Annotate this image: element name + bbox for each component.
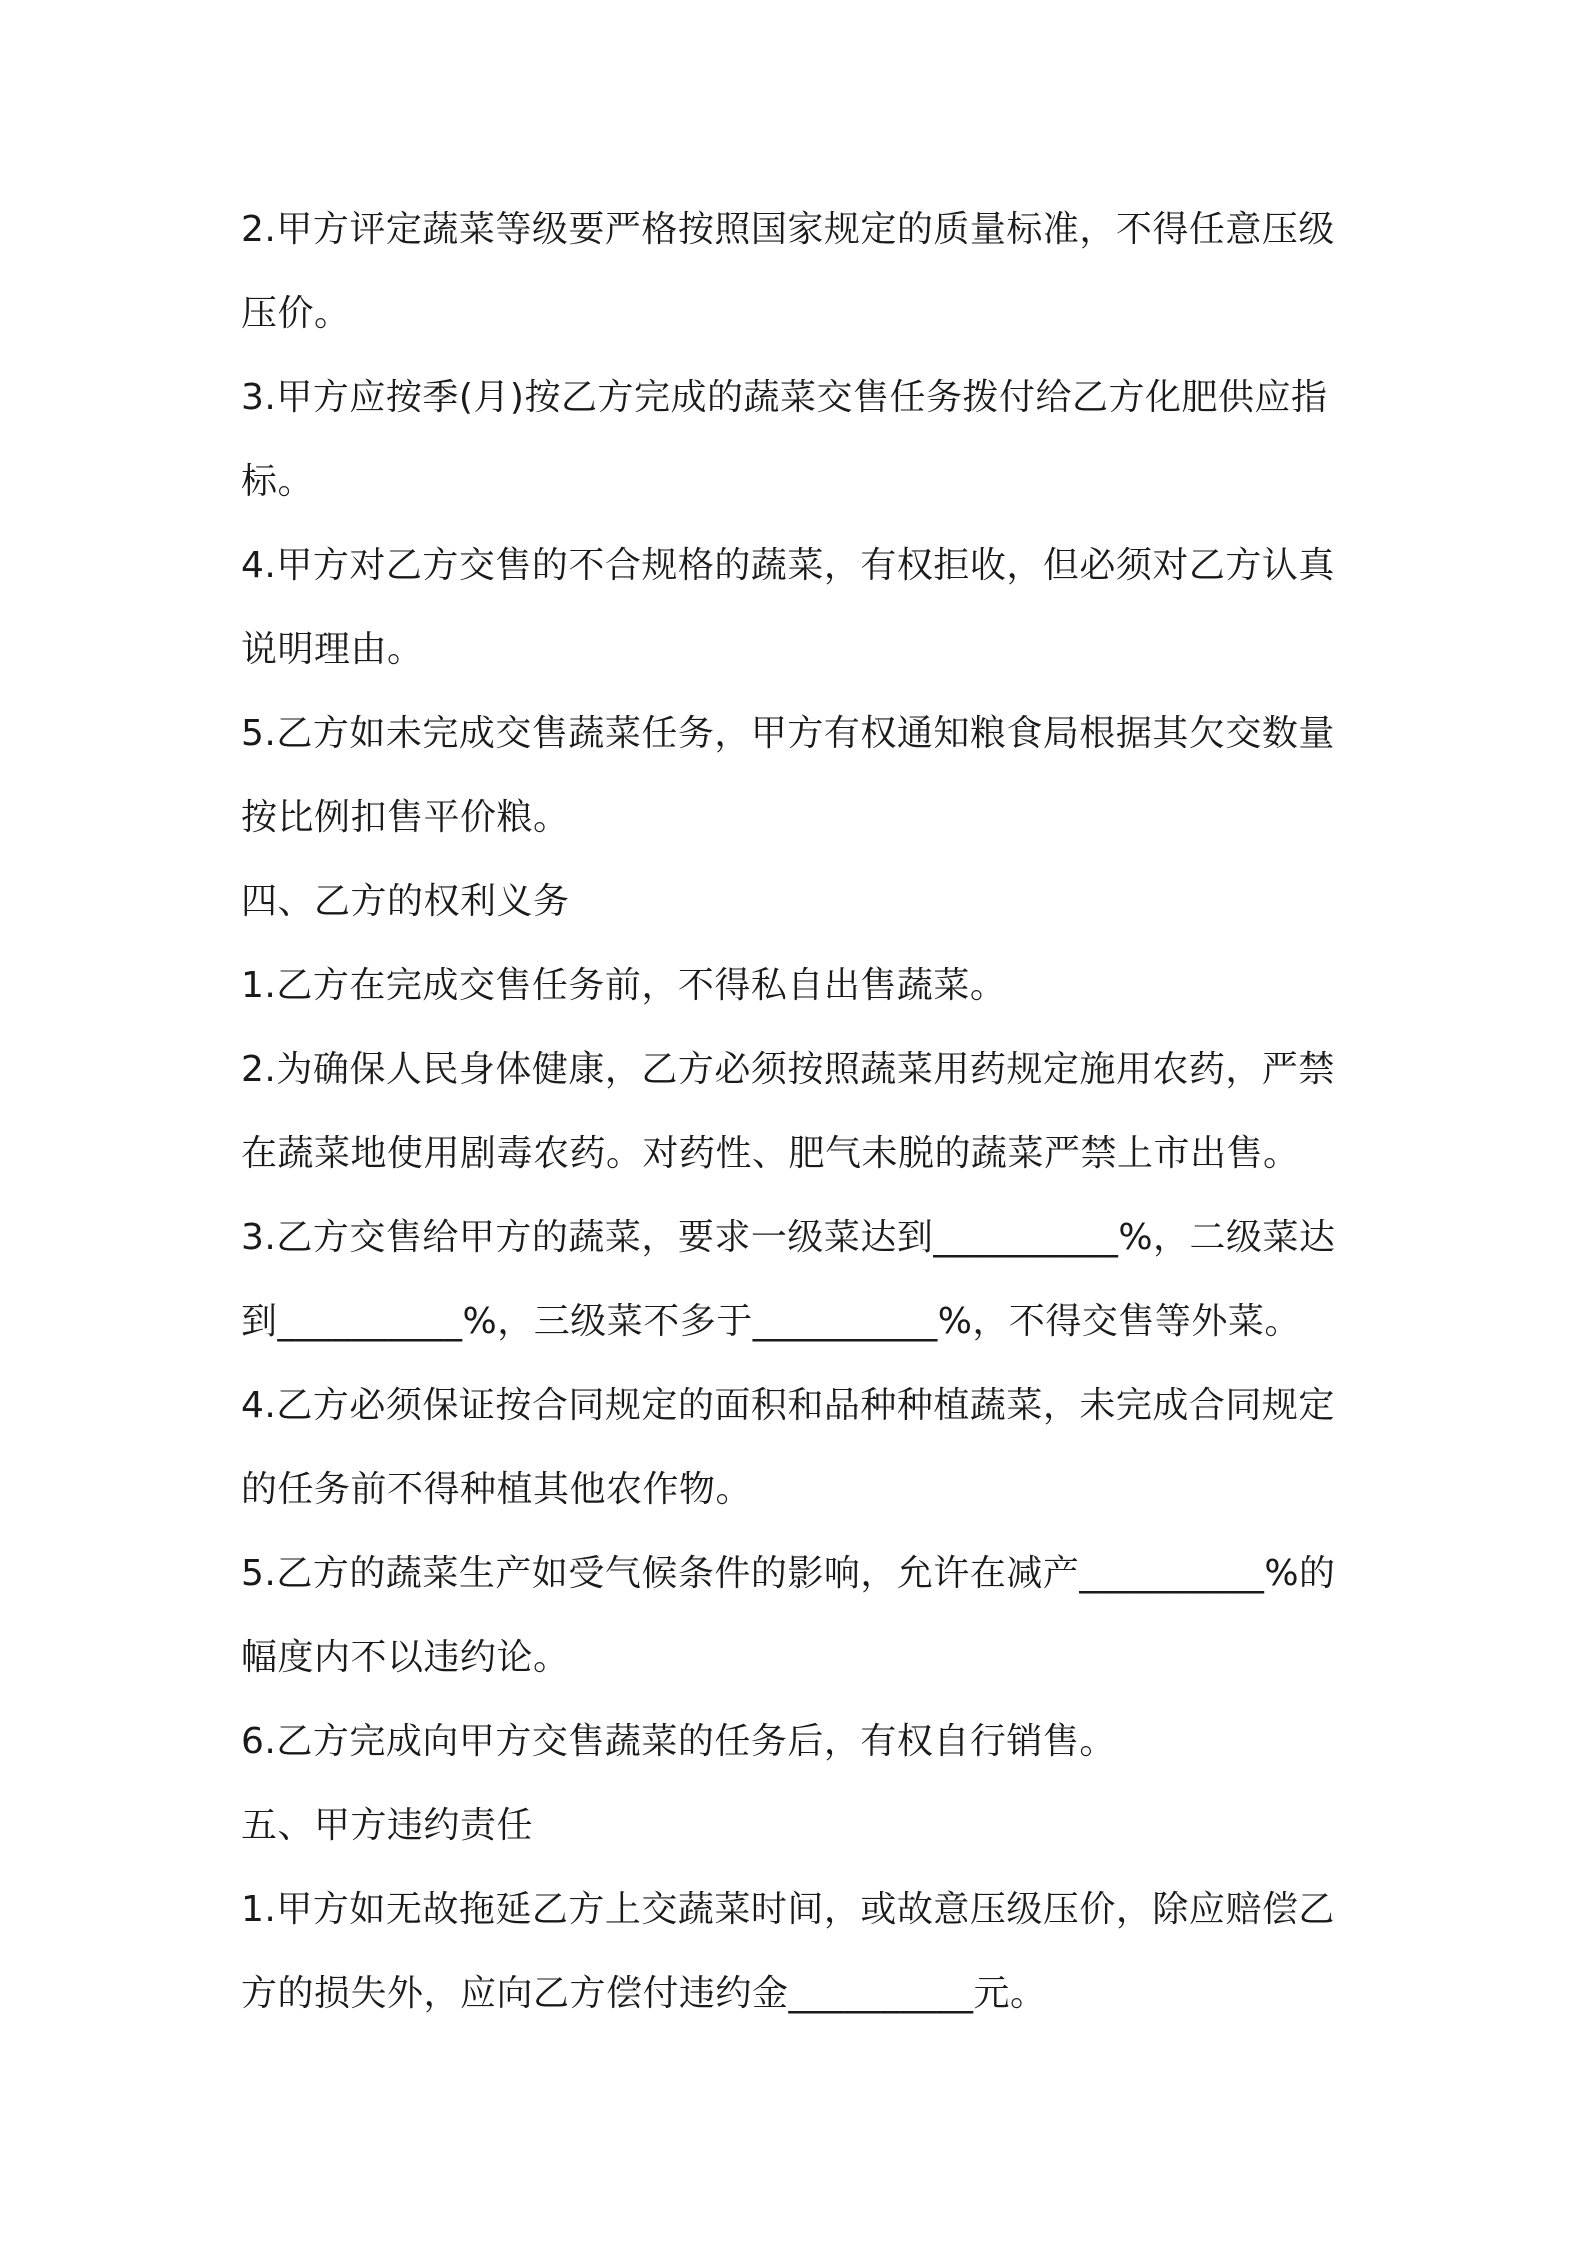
clause-3-5: 5.乙方如未完成交售蔬菜任务，甲方有权通知粮食局根据其欠交数量按比例扣售平价粮。	[241, 713, 1335, 838]
clause-3-2: 2.甲方评定蔬菜等级要严格按照国家规定的质量标准，不得任意压级压价。	[241, 209, 1335, 334]
clause-4-4: 4.乙方必须保证按合同规定的面积和品种种植蔬菜，未完成合同规定的任务前不得种植其他农作物。	[241, 1385, 1335, 1510]
clause-4-6: 6.乙方完成向甲方交售蔬菜的任务后，有权自行销售。	[241, 1721, 1116, 1762]
clause-3-3: 3.甲方应按季(月)按乙方完成的蔬菜交售任务拨付给乙方化肥供应指标。	[241, 377, 1328, 502]
section-heading-5: 五、甲方违约责任	[241, 1805, 534, 1846]
clause-3-4: 4.甲方对乙方交售的不合规格的蔬菜，有权拒收，但必须对乙方认真说明理由。	[241, 545, 1335, 670]
document-body	[241, 188, 1356, 2036]
clause-4-3: 3.乙方交售给甲方的蔬菜，要求一级菜达到__________%，二级菜达到__________%，三级菜不多于__________%，不得交售等外菜。	[241, 1217, 1336, 1342]
clause-4-2: 2.为确保人民身体健康，乙方必须按照蔬菜用药规定施用农药，严禁在蔬菜地使用剧毒农药。对药性、肥气未脱的蔬菜严禁上市出售。	[241, 1049, 1335, 1174]
clause-4-5: 5.乙方的蔬菜生产如受气候条件的影响，允许在减产__________%的幅度内不以违约论。	[241, 1553, 1336, 1678]
clause-4-1: 1.乙方在完成交售任务前，不得私自出售蔬菜。	[241, 965, 1007, 1006]
clause-5-1: 1.甲方如无故拖延乙方上交蔬菜时间，或故意压级压价，除应赔偿乙方的损失外，应向乙方偿付违约金__________元。	[241, 1889, 1335, 2014]
section-heading-4: 四、乙方的权利义务	[241, 881, 570, 922]
